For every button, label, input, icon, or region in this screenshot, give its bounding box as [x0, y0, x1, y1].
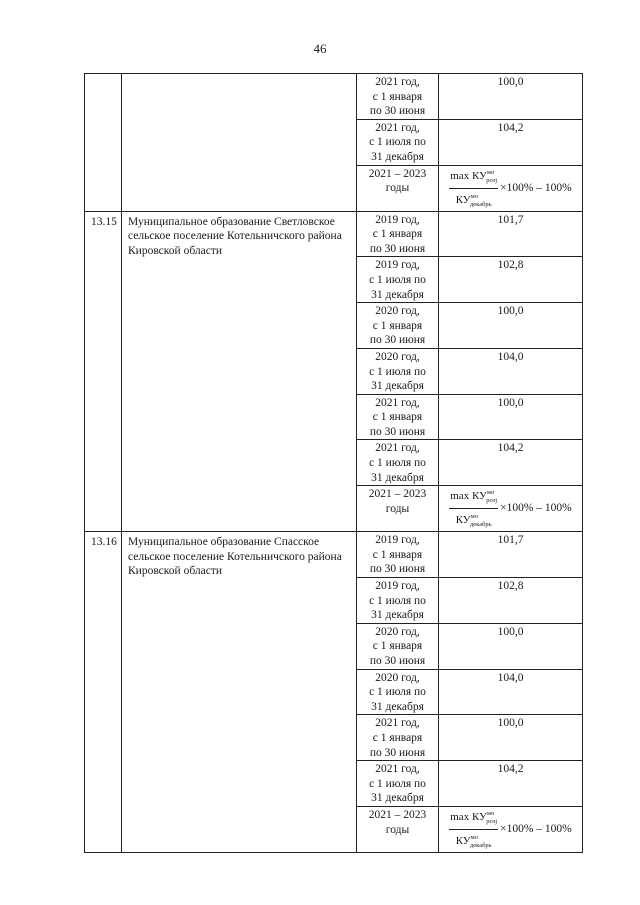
period-line: 31 декабря	[371, 380, 424, 393]
formula-denominator: $КУ^{мо}_{декабрь}$	[455, 513, 492, 529]
period-cell	[357, 394, 439, 440]
period-cell	[357, 623, 439, 669]
tariff-table	[84, 73, 583, 853]
period-line: с 1 января	[372, 319, 423, 332]
index-value: 100,0	[439, 303, 583, 349]
index-formula	[449, 166, 572, 211]
period-cell	[357, 715, 439, 761]
period-cell	[357, 578, 439, 624]
period-line: 2021 – 2023	[368, 808, 427, 821]
period-line: с 1 июля по	[369, 365, 426, 378]
formula-numerator: $\max КУ^{мо}_{розj}$	[449, 807, 498, 830]
period-line: с 1 января	[372, 90, 423, 103]
index-value: 104,2	[439, 761, 583, 807]
formula-tail: ×100% – 100%	[500, 181, 572, 194]
table-row	[85, 74, 583, 120]
formula-fraction	[449, 807, 498, 852]
period-cell	[357, 74, 439, 120]
formula-fraction	[449, 486, 498, 531]
index-formula	[449, 807, 572, 852]
index-value: 104,0	[439, 669, 583, 715]
period-line: по 30 июня	[369, 105, 426, 118]
period-cell	[357, 440, 439, 486]
period-cell	[357, 119, 439, 165]
period-line: 2021 год,	[375, 717, 420, 730]
table-row	[85, 211, 583, 257]
period-line: с 1 января	[372, 411, 423, 424]
period-line: 2020 год,	[375, 625, 420, 638]
period-cell	[357, 348, 439, 394]
formula-denominator: $КУ^{мо}_{декабрь}$	[455, 192, 492, 208]
period-line: 2021 год,	[375, 442, 420, 455]
period-line: с 1 января	[372, 731, 423, 744]
period-line: 2021 год,	[375, 396, 420, 409]
index-value: 100,0	[439, 623, 583, 669]
index-value: 104,2	[439, 440, 583, 486]
period-cell	[357, 211, 439, 257]
period-line: с 1 июля по	[369, 777, 426, 790]
index-value: 101,7	[439, 211, 583, 257]
period-line: с 1 июля по	[369, 686, 426, 699]
period-line: годы	[385, 502, 410, 515]
period-line: 2020 год,	[375, 671, 420, 684]
item-number	[85, 74, 122, 212]
period-line: с 1 июля по	[369, 594, 426, 607]
period-line: 2021 – 2023	[368, 488, 427, 501]
index-value: 104,2	[439, 119, 583, 165]
period-line: 2020 год,	[375, 350, 420, 363]
item-number: 13.16	[85, 532, 122, 853]
period-line: 2021 – 2023	[368, 167, 427, 180]
index-value: 100,0	[439, 74, 583, 120]
period-cell	[357, 257, 439, 303]
period-line: 31 декабря	[371, 288, 424, 301]
period-cell	[357, 806, 439, 852]
period-line: с 1 июля по	[369, 457, 426, 470]
index-value: 101,7	[439, 532, 583, 578]
period-line: 31 декабря	[371, 792, 424, 805]
period-line: с 1 января	[372, 640, 423, 653]
period-line: 2020 год,	[375, 305, 420, 318]
period-line: по 30 июня	[369, 334, 426, 347]
municipality-name: Муниципальное образование Спасское сельское поселение Котельничского района Кировской области	[122, 532, 357, 853]
period-line: 31 декабря	[371, 609, 424, 622]
period-line: по 30 июня	[369, 655, 426, 667]
period-line: по 30 июня	[369, 746, 426, 759]
formula-denominator: $КУ^{мо}_{декабрь}$	[455, 833, 492, 849]
period-line: 31 декабря	[371, 150, 424, 163]
formula-cell	[439, 806, 583, 852]
period-line: по 30 июня	[369, 563, 426, 576]
period-cell	[357, 761, 439, 807]
formula-numerator: $\max КУ^{мо}_{розj}$	[449, 486, 498, 509]
table-row	[85, 532, 583, 578]
period-line: 2021 год,	[375, 76, 420, 88]
period-line: 2021 год,	[375, 121, 420, 134]
formula-fraction	[449, 166, 498, 211]
index-value: 100,0	[439, 394, 583, 440]
index-formula	[449, 486, 572, 531]
period-line: по 30 июня	[369, 242, 426, 255]
period-cell	[357, 165, 439, 211]
period-line: 2019 год,	[375, 259, 420, 272]
municipality-name	[122, 74, 357, 212]
index-value: 102,8	[439, 578, 583, 624]
item-number: 13.15	[85, 211, 122, 532]
period-cell	[357, 532, 439, 578]
period-line: 31 декабря	[371, 700, 424, 713]
page-number: 46	[313, 41, 327, 56]
formula-numerator: $\max КУ^{мо}_{розj}$	[449, 166, 498, 189]
period-line: по 30 июня	[369, 425, 426, 438]
period-line: 2021 год,	[375, 763, 420, 776]
period-line: 31 декабря	[371, 471, 424, 484]
index-value: 104,0	[439, 348, 583, 394]
formula-tail: ×100% – 100%	[500, 502, 572, 515]
period-line: с 1 июля по	[369, 273, 426, 286]
formula-cell	[439, 486, 583, 532]
period-line: годы	[385, 823, 410, 836]
period-line: 2019 год,	[375, 213, 420, 226]
period-line: годы	[385, 182, 410, 195]
period-cell	[357, 669, 439, 715]
municipality-name: Муниципальное образование Светловское сельское поселение Котельничского района Кировской области	[122, 211, 357, 532]
period-line: 2019 год,	[375, 534, 420, 547]
period-line: с 1 января	[372, 548, 423, 561]
period-line: с 1 июля по	[369, 136, 426, 149]
formula-cell	[439, 165, 583, 211]
period-line: с 1 января	[372, 228, 423, 241]
index-value: 100,0	[439, 715, 583, 761]
period-line: 2019 год,	[375, 580, 420, 593]
index-value: 102,8	[439, 257, 583, 303]
period-cell	[357, 486, 439, 532]
period-cell	[357, 303, 439, 349]
formula-tail: ×100% – 100%	[500, 823, 572, 836]
